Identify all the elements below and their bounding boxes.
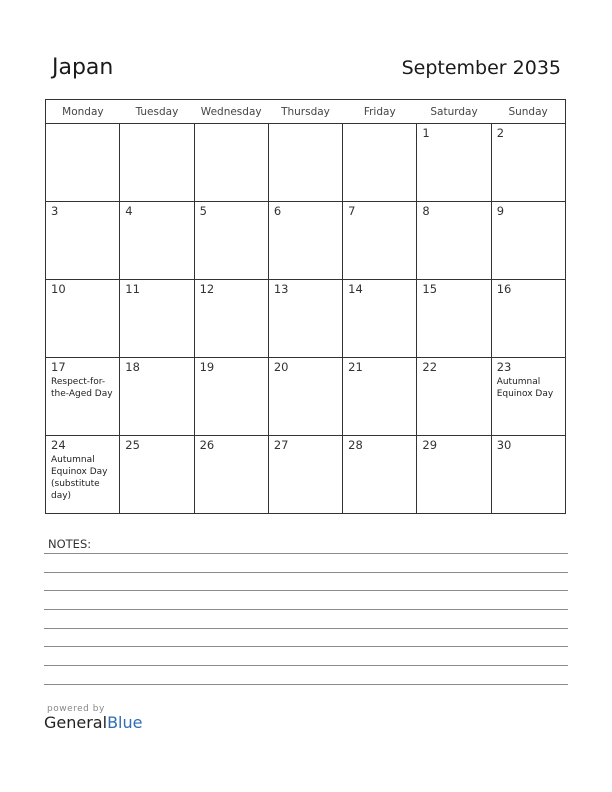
holiday-label: Autumnal Equinox Day xyxy=(496,377,554,399)
day-cell xyxy=(343,202,417,280)
notes-line xyxy=(44,628,568,629)
day-number: 23 xyxy=(496,360,512,374)
weekday-friday: Friday xyxy=(343,100,417,124)
day-number: 6 xyxy=(273,204,282,218)
day-cell xyxy=(46,202,120,280)
day-number: 29 xyxy=(422,438,438,452)
day-cell xyxy=(194,202,268,280)
week-row xyxy=(46,280,566,358)
day-number: 19 xyxy=(199,360,215,374)
day-cell xyxy=(491,202,565,280)
notes-line xyxy=(44,572,568,573)
day-cell xyxy=(417,358,491,436)
week-row xyxy=(46,124,566,202)
day-cell xyxy=(343,124,417,202)
brand-general: General xyxy=(44,713,108,732)
weekday-saturday: Saturday xyxy=(417,100,491,124)
notes-line xyxy=(44,665,568,666)
day-number: 18 xyxy=(125,360,140,374)
day-cell xyxy=(120,202,194,280)
country-title: Japan xyxy=(52,55,114,80)
day-number: 12 xyxy=(199,282,215,296)
brand-name xyxy=(44,713,142,732)
day-number: 14 xyxy=(348,282,363,296)
day-cell xyxy=(268,436,342,514)
day-number: 13 xyxy=(273,282,289,296)
day-cell xyxy=(343,436,417,514)
day-number: 22 xyxy=(422,360,438,374)
week-row xyxy=(46,202,566,280)
brand-blue: Blue xyxy=(107,713,143,732)
day-number: 30 xyxy=(496,438,512,452)
day-number: 25 xyxy=(125,438,140,452)
day-number: 17 xyxy=(51,360,66,374)
notes-line xyxy=(44,609,568,610)
holiday-label: Autumnal Equinox Day (substitute day) xyxy=(51,455,108,501)
day-number: 15 xyxy=(422,282,438,296)
weekday-monday: Monday xyxy=(46,100,120,124)
day-cell xyxy=(120,436,194,514)
day-number: 1 xyxy=(422,126,430,140)
week-row xyxy=(46,436,566,514)
day-cell xyxy=(120,280,194,358)
day-number: 16 xyxy=(496,282,512,296)
powered-by-text: powered by xyxy=(47,704,105,714)
day-cell xyxy=(343,358,417,436)
day-cell xyxy=(194,436,268,514)
day-number: 9 xyxy=(496,204,505,218)
notes-label: NOTES: xyxy=(48,537,92,551)
notes-line xyxy=(44,553,568,554)
weekday-header-row xyxy=(46,100,566,124)
day-cell xyxy=(46,358,120,436)
weekday-tuesday: Tuesday xyxy=(120,100,194,124)
day-number: 26 xyxy=(199,438,215,452)
day-number: 8 xyxy=(422,204,430,218)
day-cell xyxy=(491,436,565,514)
day-cell xyxy=(268,358,342,436)
day-cell xyxy=(268,202,342,280)
day-number: 28 xyxy=(348,438,363,452)
day-cell xyxy=(46,124,120,202)
day-number: 20 xyxy=(273,360,289,374)
day-cell xyxy=(417,436,491,514)
day-cell xyxy=(120,358,194,436)
day-cell xyxy=(194,280,268,358)
day-cell xyxy=(491,358,565,436)
day-number: 2 xyxy=(496,126,505,140)
day-cell xyxy=(268,280,342,358)
day-cell xyxy=(491,280,565,358)
day-number: 24 xyxy=(51,438,66,452)
day-number: 11 xyxy=(125,282,140,296)
holiday-label: Respect-for-the-Aged Day xyxy=(51,377,113,399)
day-number: 27 xyxy=(273,438,289,452)
day-cell xyxy=(194,358,268,436)
weekday-thursday: Thursday xyxy=(268,100,342,124)
week-row xyxy=(46,358,566,436)
notes-line xyxy=(44,684,568,685)
weekday-sunday: Sunday xyxy=(491,100,565,124)
day-number: 10 xyxy=(51,282,66,296)
day-number: 21 xyxy=(348,360,363,374)
day-cell xyxy=(268,124,342,202)
day-cell xyxy=(46,280,120,358)
calendar-grid xyxy=(45,99,566,514)
day-number: 7 xyxy=(348,204,356,218)
day-number: 3 xyxy=(51,204,59,218)
weekday-wednesday: Wednesday xyxy=(194,100,268,124)
day-cell xyxy=(417,202,491,280)
notes-line xyxy=(44,590,568,591)
day-cell xyxy=(343,280,417,358)
day-number: 4 xyxy=(125,204,133,218)
day-cell xyxy=(491,124,565,202)
day-cell xyxy=(417,124,491,202)
day-cell xyxy=(417,280,491,358)
month-year-title: September 2035 xyxy=(401,57,561,79)
day-number: 5 xyxy=(199,204,207,218)
day-cell xyxy=(46,436,120,514)
day-cell xyxy=(194,124,268,202)
day-cell xyxy=(120,124,194,202)
brand-logo xyxy=(44,704,142,732)
notes-line xyxy=(44,646,568,647)
